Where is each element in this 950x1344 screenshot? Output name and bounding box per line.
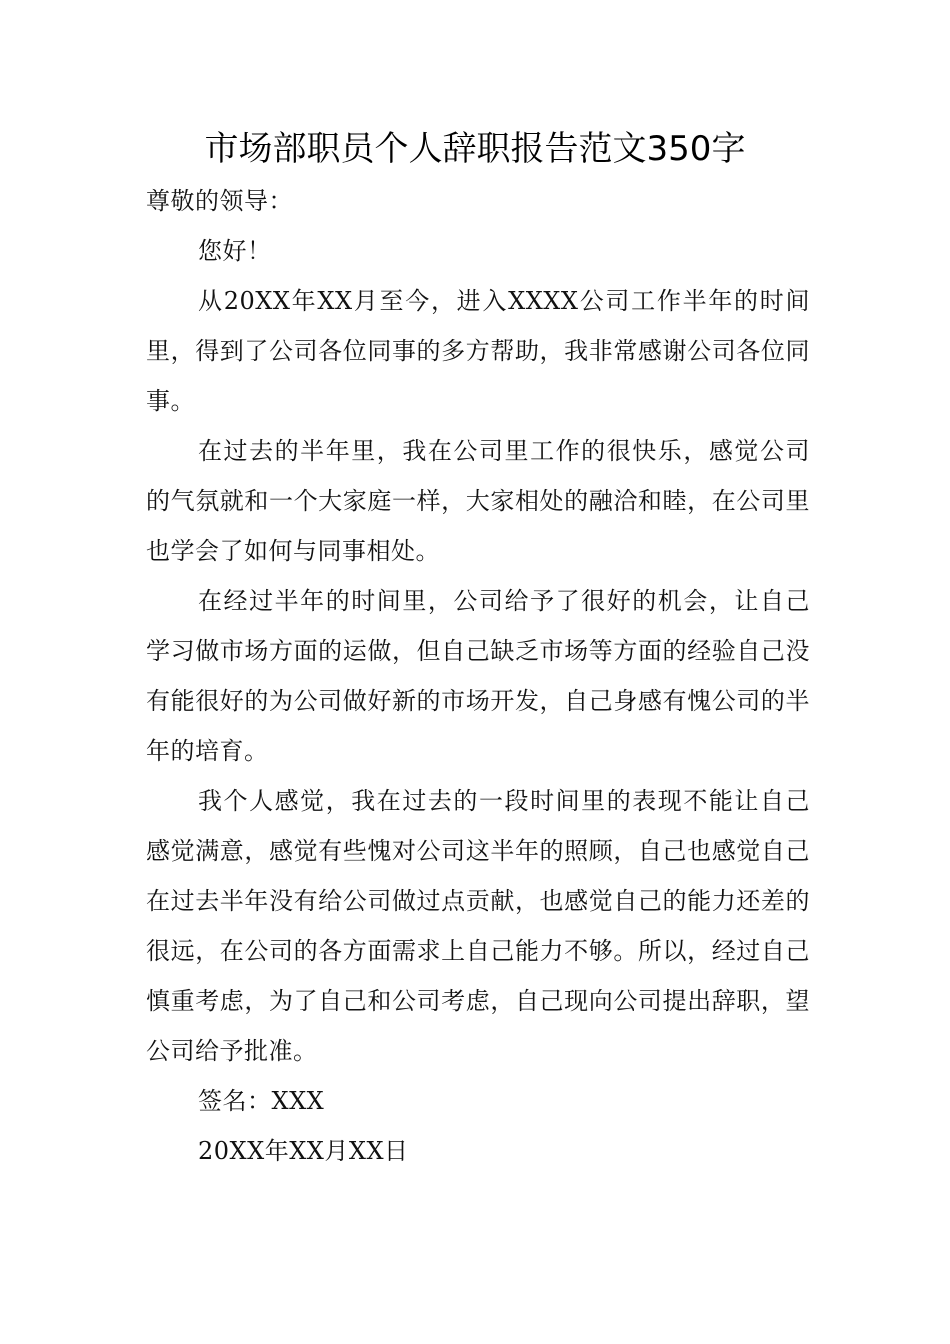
document-body [146, 176, 810, 1176]
document-title: 市场部职员个人辞职报告范文350字 [204, 129, 746, 169]
paragraph-2: 在过去的半年里，我在公司里工作的很快乐，感觉公司的气氛就和一个大家庭一样，大家相处的融洽和睦，在公司里也学会了如何与同事相处。 [146, 437, 810, 565]
date: 20XX年XX月XX日 [198, 1137, 409, 1165]
signature: 签名：XXX [198, 1087, 325, 1115]
salutation: 尊敬的领导： [146, 187, 293, 215]
greeting: 您好！ [198, 237, 272, 265]
paragraph-4: 我个人感觉，我在过去的一段时间里的表现不能让自己感觉满意，感觉有些愧对公司这半年的照顾，自己也感觉自己在过去半年没有给公司做过点贡献，也感觉自己的能力还差的很远，在公司的各方面需求上自己能力不够。所以，经过自己慎重考虑，为了自己和公司考虑，自己现向公司提出辞职，望公司给予批准。 [146, 787, 810, 1065]
paragraph-3: 在经过半年的时间里，公司给予了很好的机会，让自己学习做市场方面的运做，但自己缺乏市场等方面的经验自己没有能很好的为公司做好新的市场开发，自己身感有愧公司的半年的培育。 [146, 587, 810, 765]
paragraph-1: 从20XX年XX月至今，进入XXXX公司工作半年的时间里，得到了公司各位同事的多方帮助，我非常感谢公司各位同事。 [146, 287, 810, 415]
